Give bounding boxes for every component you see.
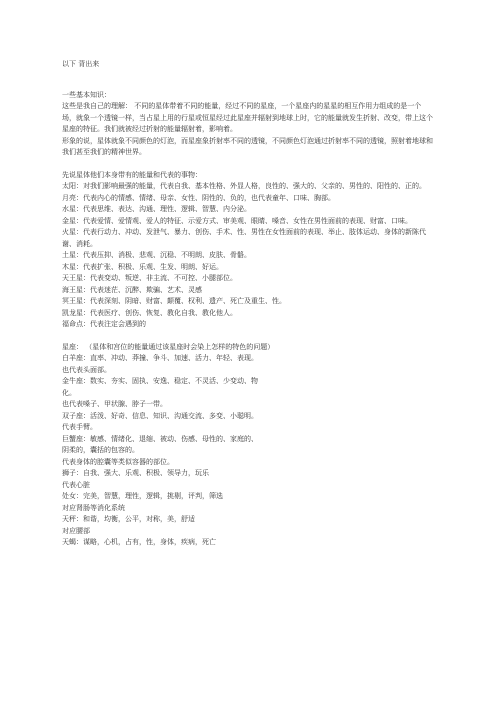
section1-para: 形象的说，星体就象不同颜色的灯泡，而星座象折射率不同的透镜，不同颜色灯泡通过折射率不同的透镜，照射着地球和我们甚至我们的精神世界。: [62, 136, 433, 156]
section1-heading: 一些基本知识：: [62, 90, 111, 99]
sign-line: 阴柔的，囊括的包容的。: [62, 446, 139, 454]
section1-para: 这些是我自己的理解： 不同的星体带着不同的能量，经过不同的星座，一个星座内的星星的相互作用力组成的是一个场，就象一个透镜一样，当占星上用的行星或恒星经过此星座并辐射到地球上时，它的能量就发生折射、改变，带上这个星座的特征。我们就被经过折射的能量辐射着，影响着。: [62, 102, 433, 133]
planet-line: 冥王星：代表深刻、阴暗、财富、颠覆、权利、遗产、死亡及重生、性。: [62, 297, 286, 305]
sign-line: 代表身体的腔囊等类似容器的部位。: [62, 457, 174, 466]
planet-line: 月亮：代表内心的情感、情绪、母亲、女性、阴性的、负的，也代表童年、口味、胸部。: [62, 193, 335, 202]
sign-line: 双子座：活泼、好奇、信息、知识、沟通交流、多变、小聪明。: [62, 411, 258, 420]
section2-heading: 先说星体他们本身带有的能量和代表的事物：: [62, 170, 202, 179]
sign-line: 也代表嗓子、甲状腺、脖子一带。: [62, 400, 167, 408]
planet-line: 天王星：代表变动、叛逆、非主流、不可控、小腿部位。: [62, 274, 237, 282]
planet-line: 火星：代表行动力、冲动、发泄气、暴力、创伤、手术、性、男性在女性面前的表现、举止、肢体运动、身体的新陈代谢、消耗。: [62, 228, 426, 248]
planet-line: 木星：代表扩张、积极、乐观、生发、明朗、好运。: [62, 262, 223, 271]
sign-line: 也代表头面部。: [62, 365, 111, 374]
section3-heading: 星座： （星体和宫位的能量通过该星座时会染上怎样的特色的问题）: [62, 342, 275, 351]
sign-line: 代表心脏: [62, 480, 90, 489]
sign-line: 天秤：和谐，均衡，公平，对称，美，舒适: [62, 515, 195, 523]
sign-line: 对应腰部: [62, 526, 90, 535]
planet-line: 水星：代表思维、表达、沟通、理性、逻辑、智慧、内分泌。: [62, 205, 251, 213]
sign-line: 狮子：自我、强大、乐观、积极、领导力，玩乐: [62, 469, 209, 477]
planet-line: 土星：代表压抑、消极、悲观、沉稳、不明朗、皮肤、骨骼。: [62, 251, 251, 259]
sign-line: 白羊座：直率、冲动、莽撞、争斗、加速、活力、年轻、表现。: [62, 354, 258, 362]
sign-line: 对应肾肠等消化系统: [62, 503, 125, 512]
planet-line: 海王星：代表迷茫、沉醉、欺骗、艺术、灵感: [62, 285, 202, 294]
sign-line: 处女：完美，智慧，理性，逻辑，挑剔，评判，筛选: [62, 492, 223, 500]
planet-line: 福命点：代表注定会遇到的: [62, 320, 146, 328]
planet-line: 金星：代表爱情、爱情观、爱人的特征、示爱方式、审美观、眼睛、嗓音、女性在男性面前的表现、财富、口味。: [62, 216, 412, 225]
planet-line: 太阳：对我们影响最强的能量，代表自我、基本性格、外显人格，良性的、强大的、父亲的、男性的、阳性的、正的。: [62, 182, 426, 190]
header-line: 以下 背出来: [62, 60, 100, 68]
sign-line: 巨蟹座：敏感、情绪化、退缩、被动、伤感、母性的、家庭的、: [62, 434, 258, 443]
document-body: [62, 59, 434, 549]
planet-line: 凯龙星：代表医疗、创伤、恢复、教化自我、教化他人。: [62, 308, 237, 317]
sign-line: 金牛座：数实、夯实、固执、安逸、稳定、不灵活、少变动、物: [62, 377, 258, 385]
sign-line: 化。: [62, 388, 76, 397]
sign-line: 天蝎：谋略，心机，占有，性，身体，疾病，死亡: [62, 538, 216, 546]
sign-line: 代表手臂。: [62, 423, 97, 431]
